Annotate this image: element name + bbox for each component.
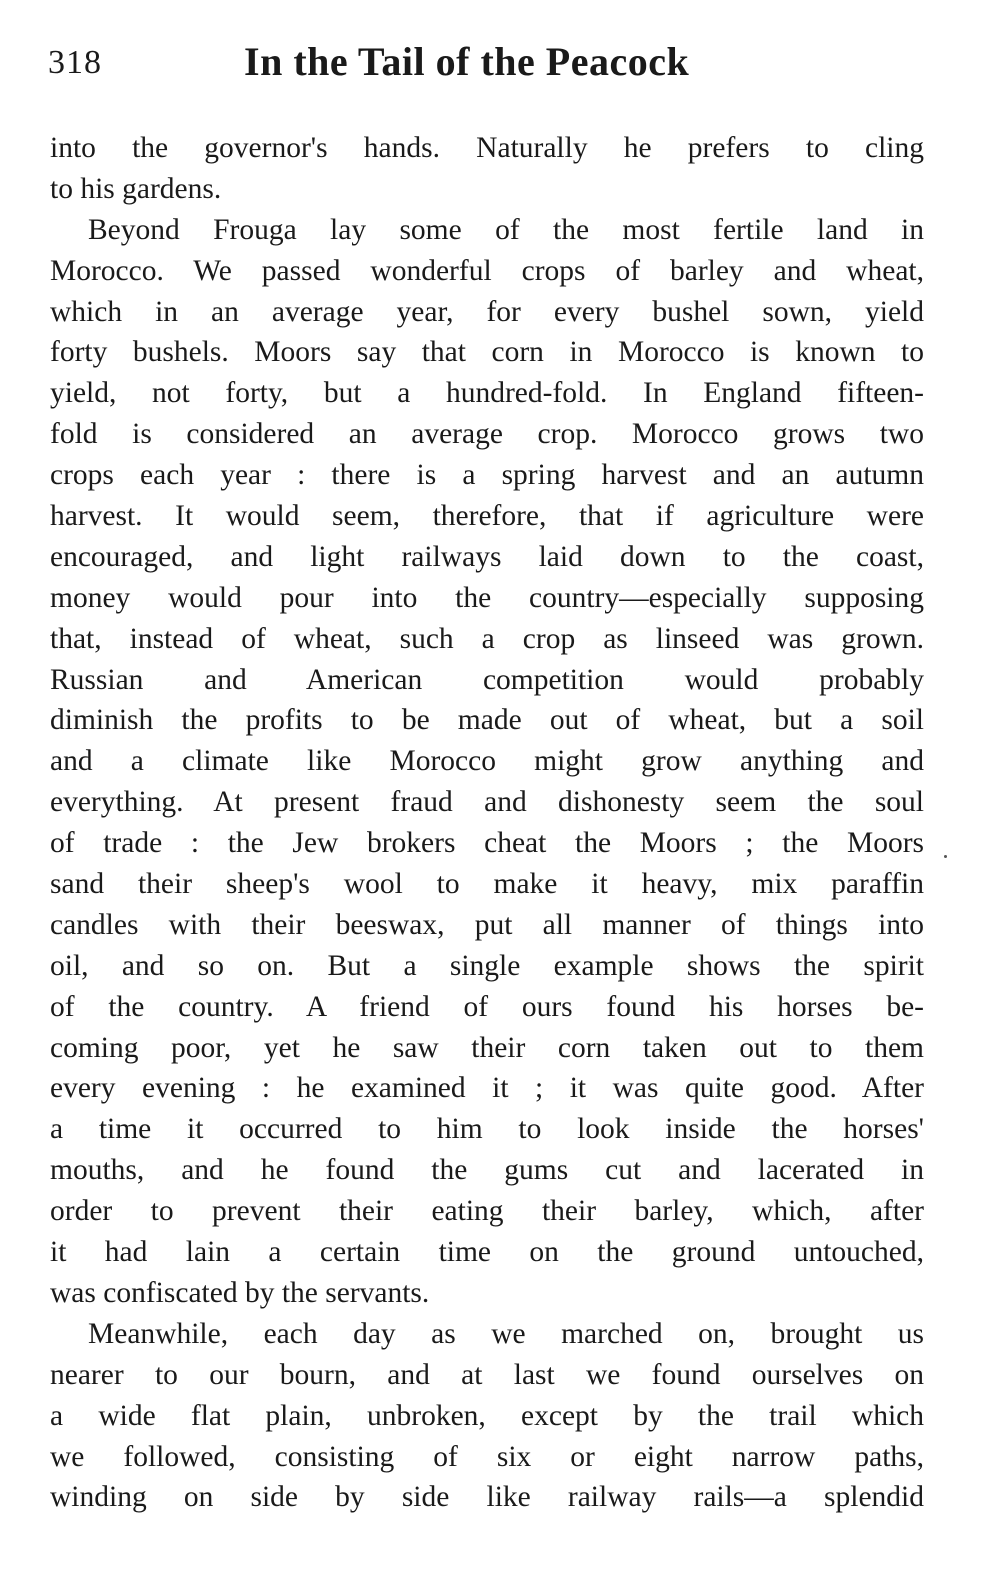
text-line: coming poor, yet he saw their corn taken out to them: [50, 1031, 924, 1064]
text-line: into the governor's hands. Naturally he prefers to cling: [50, 132, 924, 164]
running-head: [48, 38, 928, 98]
page-number: 318: [48, 44, 102, 81]
text-line: that, instead of wheat, such a crop as linseed was grown.: [50, 622, 924, 655]
text-line: harvest. It would seem, therefore, that if agriculture were: [50, 500, 924, 533]
text-line: to his gardens.: [50, 172, 222, 205]
text-line: sand their sheep's wool to make it heavy, mix paraffin: [50, 868, 924, 901]
text-line: of the country. A friend of ours found his horses be-: [50, 990, 924, 1023]
text-line: Russian and American competition would probably: [50, 663, 924, 696]
text-line: every evening : he examined it ; it was quite good. After: [50, 1072, 924, 1105]
text-line: encouraged, and light railways laid down to the coast,: [50, 540, 924, 573]
text-line: crops each year : there is a spring harvest and an autumn: [50, 459, 924, 492]
text-line: order to prevent their eating their barley, which, after: [50, 1195, 924, 1228]
running-title: In the Tail of the Peacock: [244, 39, 690, 84]
text-line: of trade : the Jew brokers cheat the Moors ; the Moors: [50, 827, 924, 860]
text-line: diminish the profits to be made out of wheat, but a soil: [50, 704, 924, 737]
text-line: fold is considered an average crop. Morocco grows two: [50, 418, 924, 451]
text-line: was confiscated by the servants.: [50, 1276, 430, 1309]
text-line: candles with their beeswax, put all manner of things into: [50, 908, 924, 941]
text-line: it had lain a certain time on the ground untouched,: [50, 1236, 924, 1269]
print-speck: [944, 855, 947, 858]
text-line: everything. At present fraud and dishonesty seem the soul: [50, 786, 924, 819]
text-line: Morocco. We passed wonderful crops of barley and wheat,: [50, 254, 924, 287]
text-line: Beyond Frouga lay some of the most fertile land in: [88, 213, 924, 246]
text-line: and a climate like Morocco might grow anything and: [50, 745, 924, 778]
text-line: which in an average year, for every bushel sown, yield: [50, 295, 924, 328]
text-line: we followed, consisting of six or eight narrow paths,: [50, 1440, 924, 1473]
text-line: nearer to our bourn, and at last we found ourselves on: [50, 1358, 924, 1391]
text-line: forty bushels. Moors say that corn in Morocco is known to: [50, 336, 924, 369]
text-line: money would pour into the country—especially supposing: [50, 581, 924, 614]
text-line: winding on side by side like railway rails—a splendid: [50, 1481, 924, 1514]
text-line: yield, not forty, but a hundred-fold. In England fifteen-: [50, 377, 924, 410]
body-text: [50, 128, 924, 1518]
text-line: mouths, and he found the gums cut and lacerated in: [50, 1154, 924, 1187]
text-line: Meanwhile, each day as we marched on, brought us: [88, 1317, 924, 1350]
text-line: a wide flat plain, unbroken, except by the trail which: [50, 1399, 924, 1432]
text-line: oil, and so on. But a single example shows the spirit: [50, 949, 924, 982]
text-line: a time it occurred to him to look inside the horses': [50, 1113, 924, 1146]
